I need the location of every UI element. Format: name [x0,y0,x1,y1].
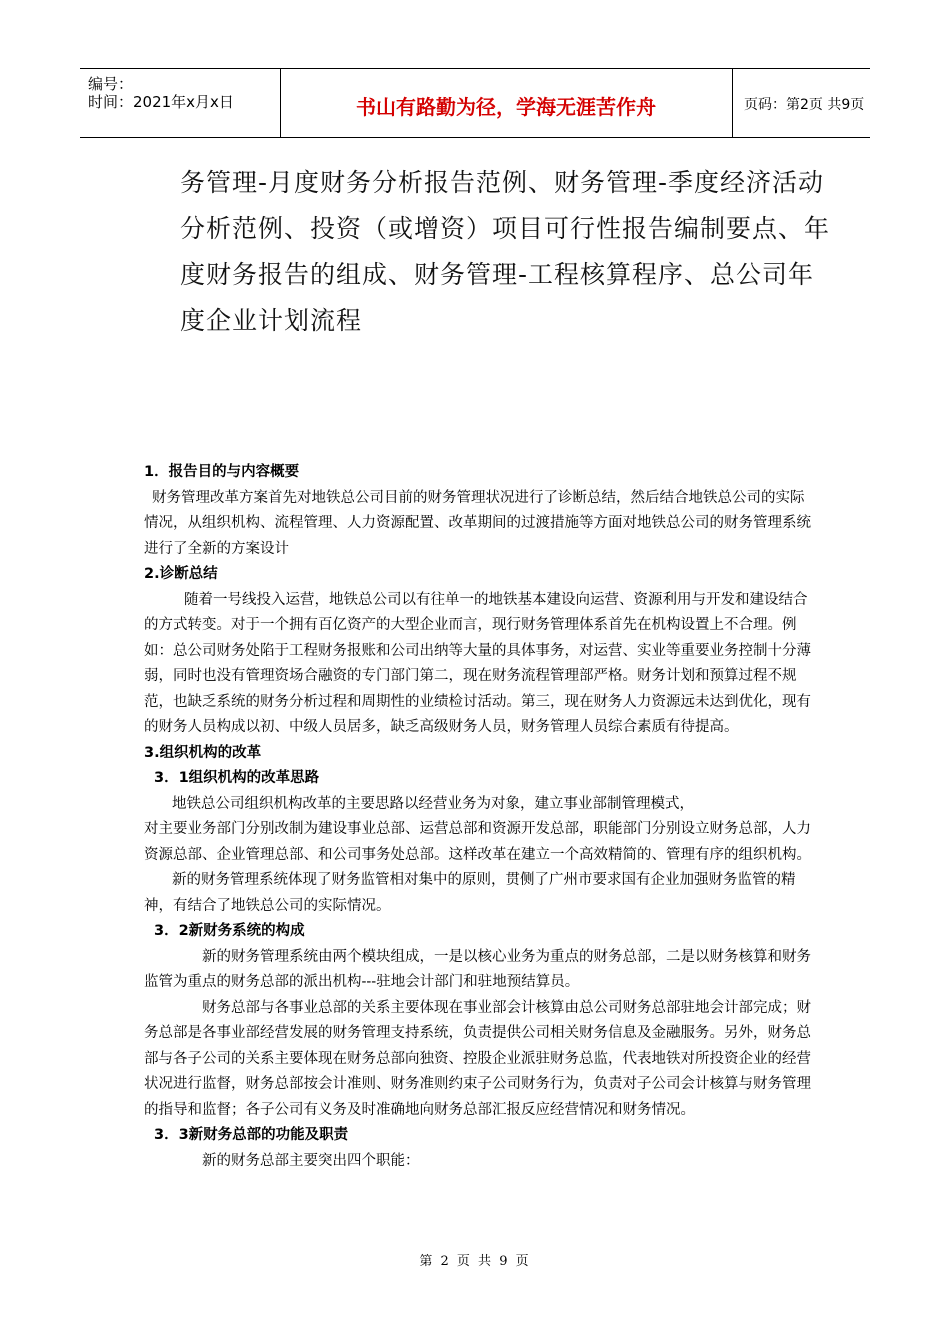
subsection-heading-3-2: 3．2新财务系统的构成 [154,923,305,939]
date-label: 时间：2021年x月x日 [88,93,234,111]
paragraph: 财务总部与各事业总部的关系主要体现在事业部会计核算由总公司财务总部驻地会计部完成；财务总部是各事业部经营发展的财务管理支持系统，负责提供公司相关财务信息及金融服务。另外，财务总部与各子公司的关系主要体现在财务总部向独资、控股企业派驻财务总监，代表地铁对所投资企业的经营状况进行监督，财务总部按会计准则、财务准则约束子公司财务行为，负责对子公司会计核算与财务管理的指导和监督；各子公司有义务及时准确地向财务总部汇报反应经营情况和财务情况。 [144,999,811,1118]
document-title: 务管理-月度财务分析报告范例、财务管理-季度经济活动分析范例、投资（或增资）项目可行性报告编制要点、年度财务报告的组成、财务管理-工程核算程序、总公司年度企业计划流程 [180,168,831,335]
section-heading-3: 3.组织机构的改革 [144,744,262,761]
paragraph: 新的财务管理系统体现了财务监管相对集中的原则，贯侧了广州市要求国有企业加强财务监管的精神，有结合了地铁总公司的实际情况。 [144,872,796,914]
code-label: 编号： [88,75,134,93]
section-heading-2: 2.诊断总结 [144,566,218,582]
paragraph: 随着一号线投入运营，地铁总公司以有往单一的地铁基本建设向运营、资源利用与开发和建设结合的方式转变。对于一个拥有百亿资产的大型企业而言，现行财务管理体系首先在机构设置上不合理。例如：总公司财务处陷于工程财务报账和公司出纳等大量的具体事务，对运营、实业等重要业务控制十分薄弱，同时也没有管理资场合融资的专门部门第二，现在财务流程管理部严格。财务计划和预算过程不规范，也缺乏系统的财务分析过程和周期性的业绩检讨活动。第三，现在财务人力资源远未达到优化，现有的财务人员构成以初、中级人员居多，缺乏高级财务人员，财务管理人员综合素质有待提高。 [144,591,811,735]
paragraph: 地铁总公司组织机构改革的主要思路以经营业务为对象，建立事业部制管理模式， [172,795,694,812]
subsection-heading-3-1: 3．1组织机构的改革思路 [154,770,320,786]
paragraph: 新的财务管理系统由两个模块组成，一是以核心业务为重点的财务总部，二是以财务核算和财务监管为重点的财务总部的派出机构---驻地会计部门和驻地预结算员。 [144,948,811,990]
motto: 书山有路勤为径，学海无涯苦作舟 [356,95,656,119]
paragraph: 对主要业务部门分别改制为建设事业总部、运营总部和资源开发总部，职能部门分别设立财务总部，人力资源总部、企业管理总部、和公司事务处总部。这样改革在建立一个高效精简的、管理有序的组织机构。 [144,821,811,863]
page-footer: 第 2 页 共 9 页 [419,1254,531,1269]
section-heading-1: 1．报告目的与内容概要 [144,464,300,480]
page-info: 页码：第2页 共9页 [744,97,865,113]
header-meta-cell [80,69,281,137]
paragraph: 新的财务总部主要突出四个职能： [202,1152,420,1169]
header-page-cell [732,69,870,137]
subsection-heading-3-3: 3．3新财务总部的功能及职责 [154,1127,349,1143]
header-motto-cell [280,69,733,137]
document-body [144,460,814,1174]
page-header [80,68,870,138]
paragraph: 财务管理改革方案首先对地铁总公司目前的财务管理状况进行了诊断总结，然后结合地铁总公司的实际情况，从组织机构、流程管理、人力资源配置、改革期间的过渡措施等方面对地铁总公司的财务管理系统进行了全新的方案设计 [144,489,811,557]
